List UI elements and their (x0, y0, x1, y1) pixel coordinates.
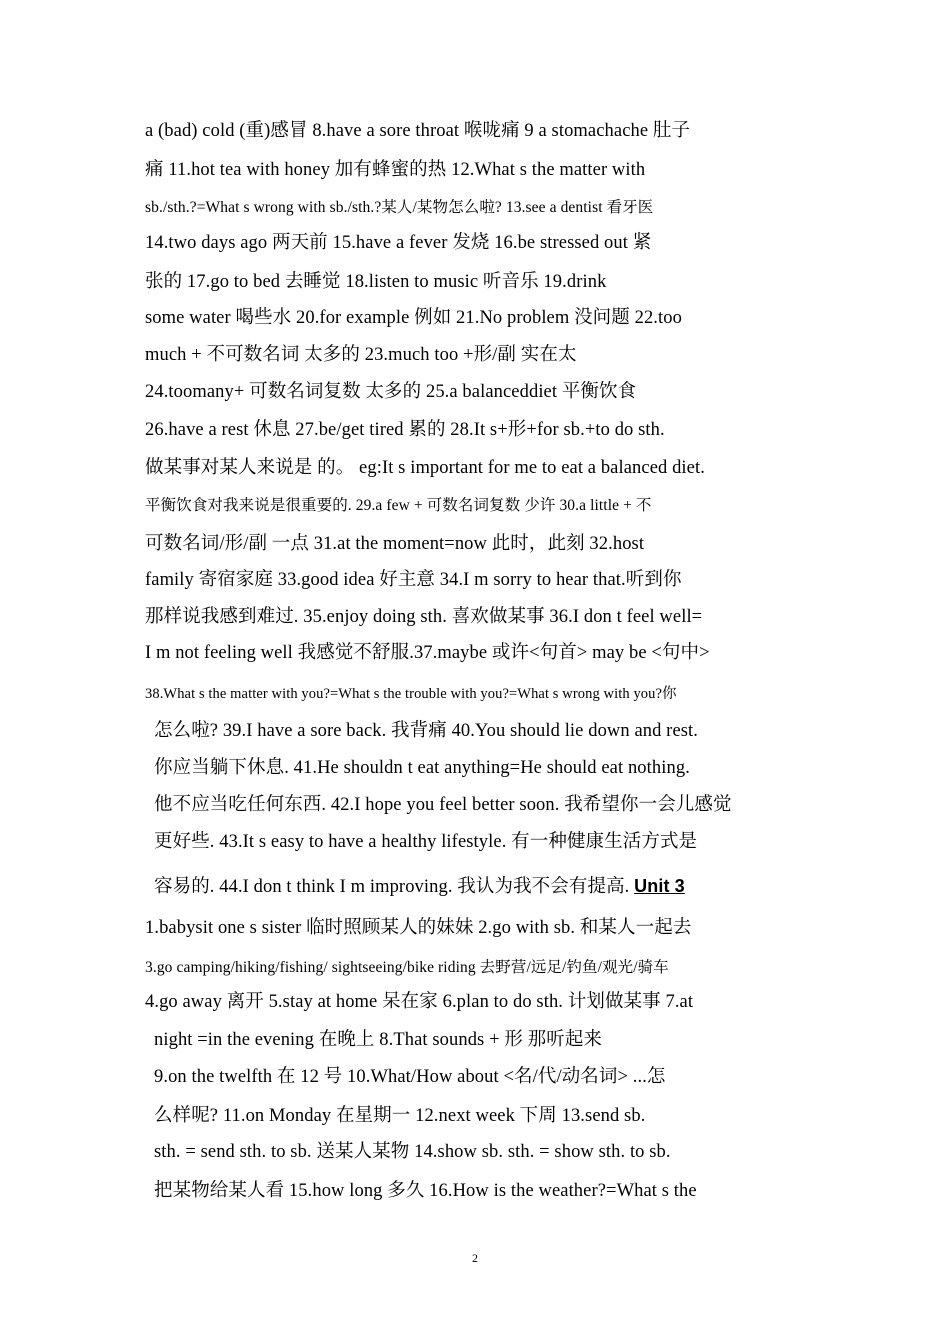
text-line: 14.two days ago 两天前 15.have a fever 发烧 16.be stressed out 紧 (145, 233, 652, 253)
text-line: 怎么啦? 39.I have a sore back. 我背痛 40.You should lie down and rest. (154, 721, 699, 741)
text-line: 3.go camping/hiking/fishing/ sightseeing/bike riding 去野营/远足/钓鱼/观光/骑车 (145, 959, 669, 976)
text-line: 把某物给某人看 15.how long 多久 16.How is the weather?=What s the (154, 1181, 697, 1201)
text-line: 1.babysit one s sister 临时照顾某人的妹妹 2.go with sb. 和某人一起去 (145, 918, 692, 938)
text-line: night =in the evening 在晚上 8.That sounds + 形 那听起来 (154, 1030, 603, 1050)
text-line: 他不应当吃任何东西. 42.I hope you feel better soon. 我希望你一会儿感觉 (154, 795, 732, 815)
unit-heading: Unit 3 (634, 876, 685, 896)
text-line: 可数名词/形/副 一点 31.at the moment=now 此时，此刻 32.host (145, 534, 645, 554)
text-line: a (bad) cold (重)感冒 8.have a sore throat 喉咙痛 9 a stomachache 肚子 (145, 121, 691, 141)
text-span: 容易的. 44.I don t think I m improving. 我认为我不会有提高. (154, 877, 630, 897)
text-line: 张的 17.go to bed 去睡觉 18.listen to music 听音乐 19.drink (145, 272, 607, 292)
text-line: some water 喝些水 20.for example 例如 21.No problem 没问题 22.too (145, 308, 682, 328)
page-number: 2 (472, 1251, 478, 1265)
text-line (154, 873, 810, 900)
text-line: 38.What s the matter with you?=What s the trouble with you?=What s wrong with you?你 (145, 686, 677, 702)
text-line: 么样呢? 11.on Monday 在星期一 12.next week 下周 13.send sb. (154, 1106, 646, 1126)
text-line: 4.go away 离开 5.stay at home 呆在家 6.plan to do sth. 计划做某事 7.at (145, 992, 694, 1012)
text-line: sth. = send sth. to sb. 送某人某物 14.show sb. sth. = show sth. to sb. (154, 1142, 671, 1162)
text-line: 9.on the twelfth 在 12 号 10.What/How about <名/代/动名词> ...怎 (154, 1067, 666, 1087)
text-line: 做某事对某人来说是 的。 eg:It s important for me to eat a balanced diet. (145, 458, 705, 478)
text-line: sb./sth.?=What s wrong with sb./sth.?某人/某物怎么啦? 13.see a dentist 看牙医 (145, 199, 654, 216)
text-line: 平衡饮食对我来说是很重要的. 29.a few + 可数名词复数 少许 30.a little + 不 (145, 497, 652, 514)
text-line: 更好些. 43.It s easy to have a healthy lifestyle. 有一种健康生活方式是 (154, 832, 698, 852)
text-line: I m not feeling well 我感觉不舒服.37.maybe 或许<句首> may be <句中> (145, 643, 710, 663)
text-line: much + 不可数名词 太多的 23.much too +形/副 实在太 (145, 345, 577, 365)
text-line: 那样说我感到难过. 35.enjoy doing sth. 喜欢做某事 36.I don t feel well= (145, 607, 703, 627)
text-line: 26.have a rest 休息 27.be/get tired 累的 28.It s+形+for sb.+to do sth. (145, 420, 665, 440)
text-line: 24.toomany+ 可数名词复数 太多的 25.a balanceddiet 平衡饮食 (145, 382, 637, 402)
text-line: family 寄宿家庭 33.good idea 好主意 34.I m sorry to hear that.听到你 (145, 570, 682, 590)
text-line: 痛 11.hot tea with honey 加有蜂蜜的热 12.What s the matter with (145, 160, 646, 180)
text-line: 你应当躺下休息. 41.He shouldn t eat anything=He should eat nothing. (154, 758, 690, 778)
